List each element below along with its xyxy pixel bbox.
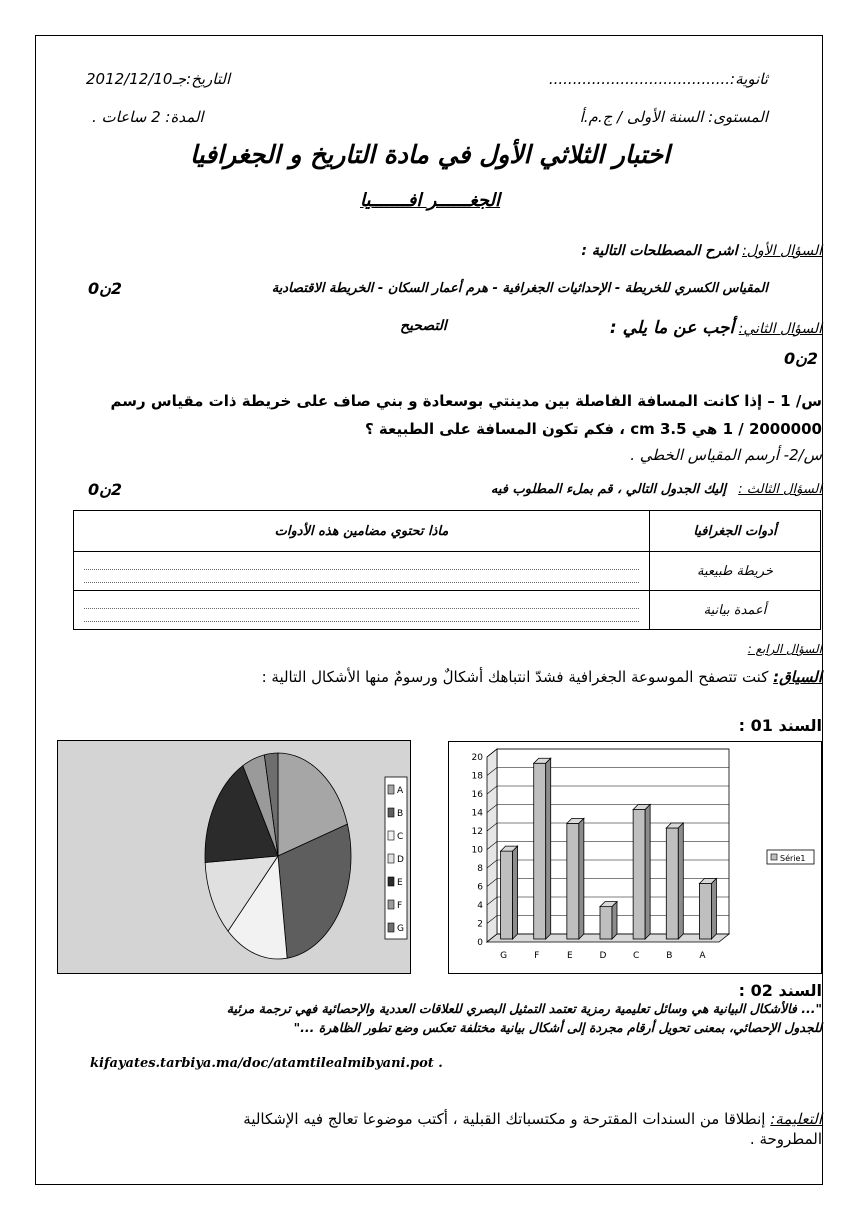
table-header-content: ماذا تحتوي مضامين هذه الأدوات [74,511,650,552]
table-row [74,591,821,630]
pie-legend-label: D [397,855,404,865]
q4-context: كنت تتصفح الموسوعة الجغرافية فشدّ انتباهك أشكالٌ ورسومٌ منها الأشكال التالية : [261,668,769,686]
pie-legend-swatch [388,854,394,863]
table-header-row [74,511,821,552]
q2-points: 2ن0 [784,349,819,368]
bar-x-tick-label: F [534,951,540,961]
q1-line [581,243,822,259]
bar-y-tick-label: 18 [471,771,483,782]
bar-x-tick-label: A [699,951,706,961]
doc2-label: السند 02 : [738,981,822,1000]
pie-chart [58,741,410,973]
bar-legend-swatch [771,854,777,860]
bar-x-tick-label: B [666,951,673,961]
bar-x-tick-label: D [599,951,607,961]
bar-c [633,810,645,940]
bar-side-face [513,846,518,939]
bar-g [501,851,513,939]
bar-x-tick-label: G [500,951,508,961]
bar-side-face [579,818,584,939]
bar-side-face [711,879,716,940]
bar-y-tick-label: 12 [471,827,483,837]
bar-y-tick-label: 10 [471,845,483,856]
pie-legend-swatch [388,808,394,817]
level-field: المستوى: السنة الأولى / ج.م.أ [579,108,768,126]
pie-legend-swatch [388,831,394,840]
bar-x-tick-label: E [567,951,573,961]
q1-points: 2ن0 [88,279,123,298]
doc1-label: السند 01 : [738,716,822,735]
q3-line [491,482,822,497]
tools-table [73,510,821,630]
bar-a [699,884,711,940]
q3-prompt: إليك الجدول التالي ، قم بملء المطلوب فيه [490,482,727,497]
section-subtitle: الجغــــــر افـــــــيا [359,190,501,211]
pie-legend-swatch [388,785,394,794]
pie-legend-swatch [388,900,394,909]
bar-y-tick-label: 4 [477,901,483,911]
instruction-line2: المطروحة . [749,1130,822,1148]
pie-legend-label: F [397,901,403,911]
q2-s1-line2: 2000000 / 1 هي 3.5 cm ، فكم تكون المسافة على الطبيعة ؟ [364,420,822,438]
table-header-tools: أدوات الجغرافيا [650,511,821,552]
q1-label: السؤال الأول: [742,243,822,259]
bar-f [534,763,546,939]
q1-prompt: اشرح المصطلحات التالية : [581,243,738,259]
q3-label: السؤال الثالث : [738,482,822,497]
bar-side-face [546,758,551,939]
q2-correction: التصحيح [400,318,447,334]
pie-legend-label: C [397,832,404,842]
q2-s1-line1: س/ 1 – إذا كانت المسافة الفاصلة بين مدينتي بوسعادة و بني صاف على خريطة ذات مقياس رسم [110,392,822,410]
table-row-label: خريطة طبيعية [650,552,821,591]
bar-side-face [645,805,650,940]
bar-y-tick-label: 2 [477,919,483,930]
bar-y-tick-label: 8 [477,864,483,874]
answer-cell[interactable] [74,591,650,630]
q2-s2: س/2- أرسم المقياس الخطي . [630,446,822,464]
answer-cell[interactable] [74,552,650,591]
pie-legend-label: E [397,878,403,888]
bar-y-tick-label: 0 [477,938,483,948]
source-url: kifayates.tarbiya.ma/doc/atamtilealmibyani.pot . [90,1056,443,1071]
bar-x-tick-label: C [632,951,640,961]
q1-terms: المقياس الكسري للخريطة - الإحداثيات الجغرافية - هرم أعمار السكان - الخريطة الاقتصادية [271,281,768,296]
quote-line1: "... فالأشكال البيانية هي وسائل تعليمية رمزية تعتمد التمثيل البصري للعلاقات العددية والإحصائية فهي ترجمة مرئية [226,1001,822,1016]
bar-chart-box [448,741,822,974]
q3-points: 2ن0 [88,480,123,499]
bar-side-face [612,902,617,939]
bar-legend-label: Série1 [780,854,806,863]
bar-y-tick-label: 6 [477,882,483,893]
bar-d [600,907,612,939]
bar-side-face [678,823,683,939]
duration-field: المدة: 2 ساعات . [92,108,204,126]
q2-label: السؤال الثاني: [738,321,822,337]
pie-legend-swatch [388,923,394,932]
instruction-line1 [243,1110,822,1128]
bar-y-tick-label: 16 [471,790,483,800]
bar-b [666,828,678,939]
bar-y-tick-label: 14 [471,808,483,819]
bar-y-tick-label: 20 [471,753,483,763]
instruction-text: إنطلاقا من السندات المقترحة و مكتسباتك القبلية ، أكتب موضوعا تعالج فيه الإشكالية [243,1110,766,1128]
exam-date: التاريخ:جـ2012/12/10 [86,70,231,88]
q4-context-label: السياق: [773,668,822,686]
table-row [74,552,821,591]
q4-label: السؤال الرابع : [747,642,822,656]
q2-line [610,318,822,338]
quote-line2: للجدول الإحصائي، بمعنى تحويل أرقام مجردة إلى أشكال بيانية مختلفة تعكس وضع تطور الظاهرة ..." [293,1020,822,1035]
q4-context-line [262,668,822,686]
instruction-label: التعليمة: [770,1110,822,1128]
bar-chart [449,742,821,973]
pie-legend-label: A [397,786,404,796]
pie-chart-box [57,740,411,974]
table-row-label: أعمدة بيانية [650,591,821,630]
q2-prompt: أجب عن ما يلي : [609,318,735,338]
bar-e [567,823,579,939]
pie-legend-label: G [397,924,404,934]
exam-title: اختبار الثلاثي الأول في مادة التاريخ و الجغرافيا [190,140,670,169]
pie-legend-swatch [388,877,394,886]
school-field: ثانوية:...................................... [548,70,768,88]
pie-legend-label: B [397,809,404,819]
